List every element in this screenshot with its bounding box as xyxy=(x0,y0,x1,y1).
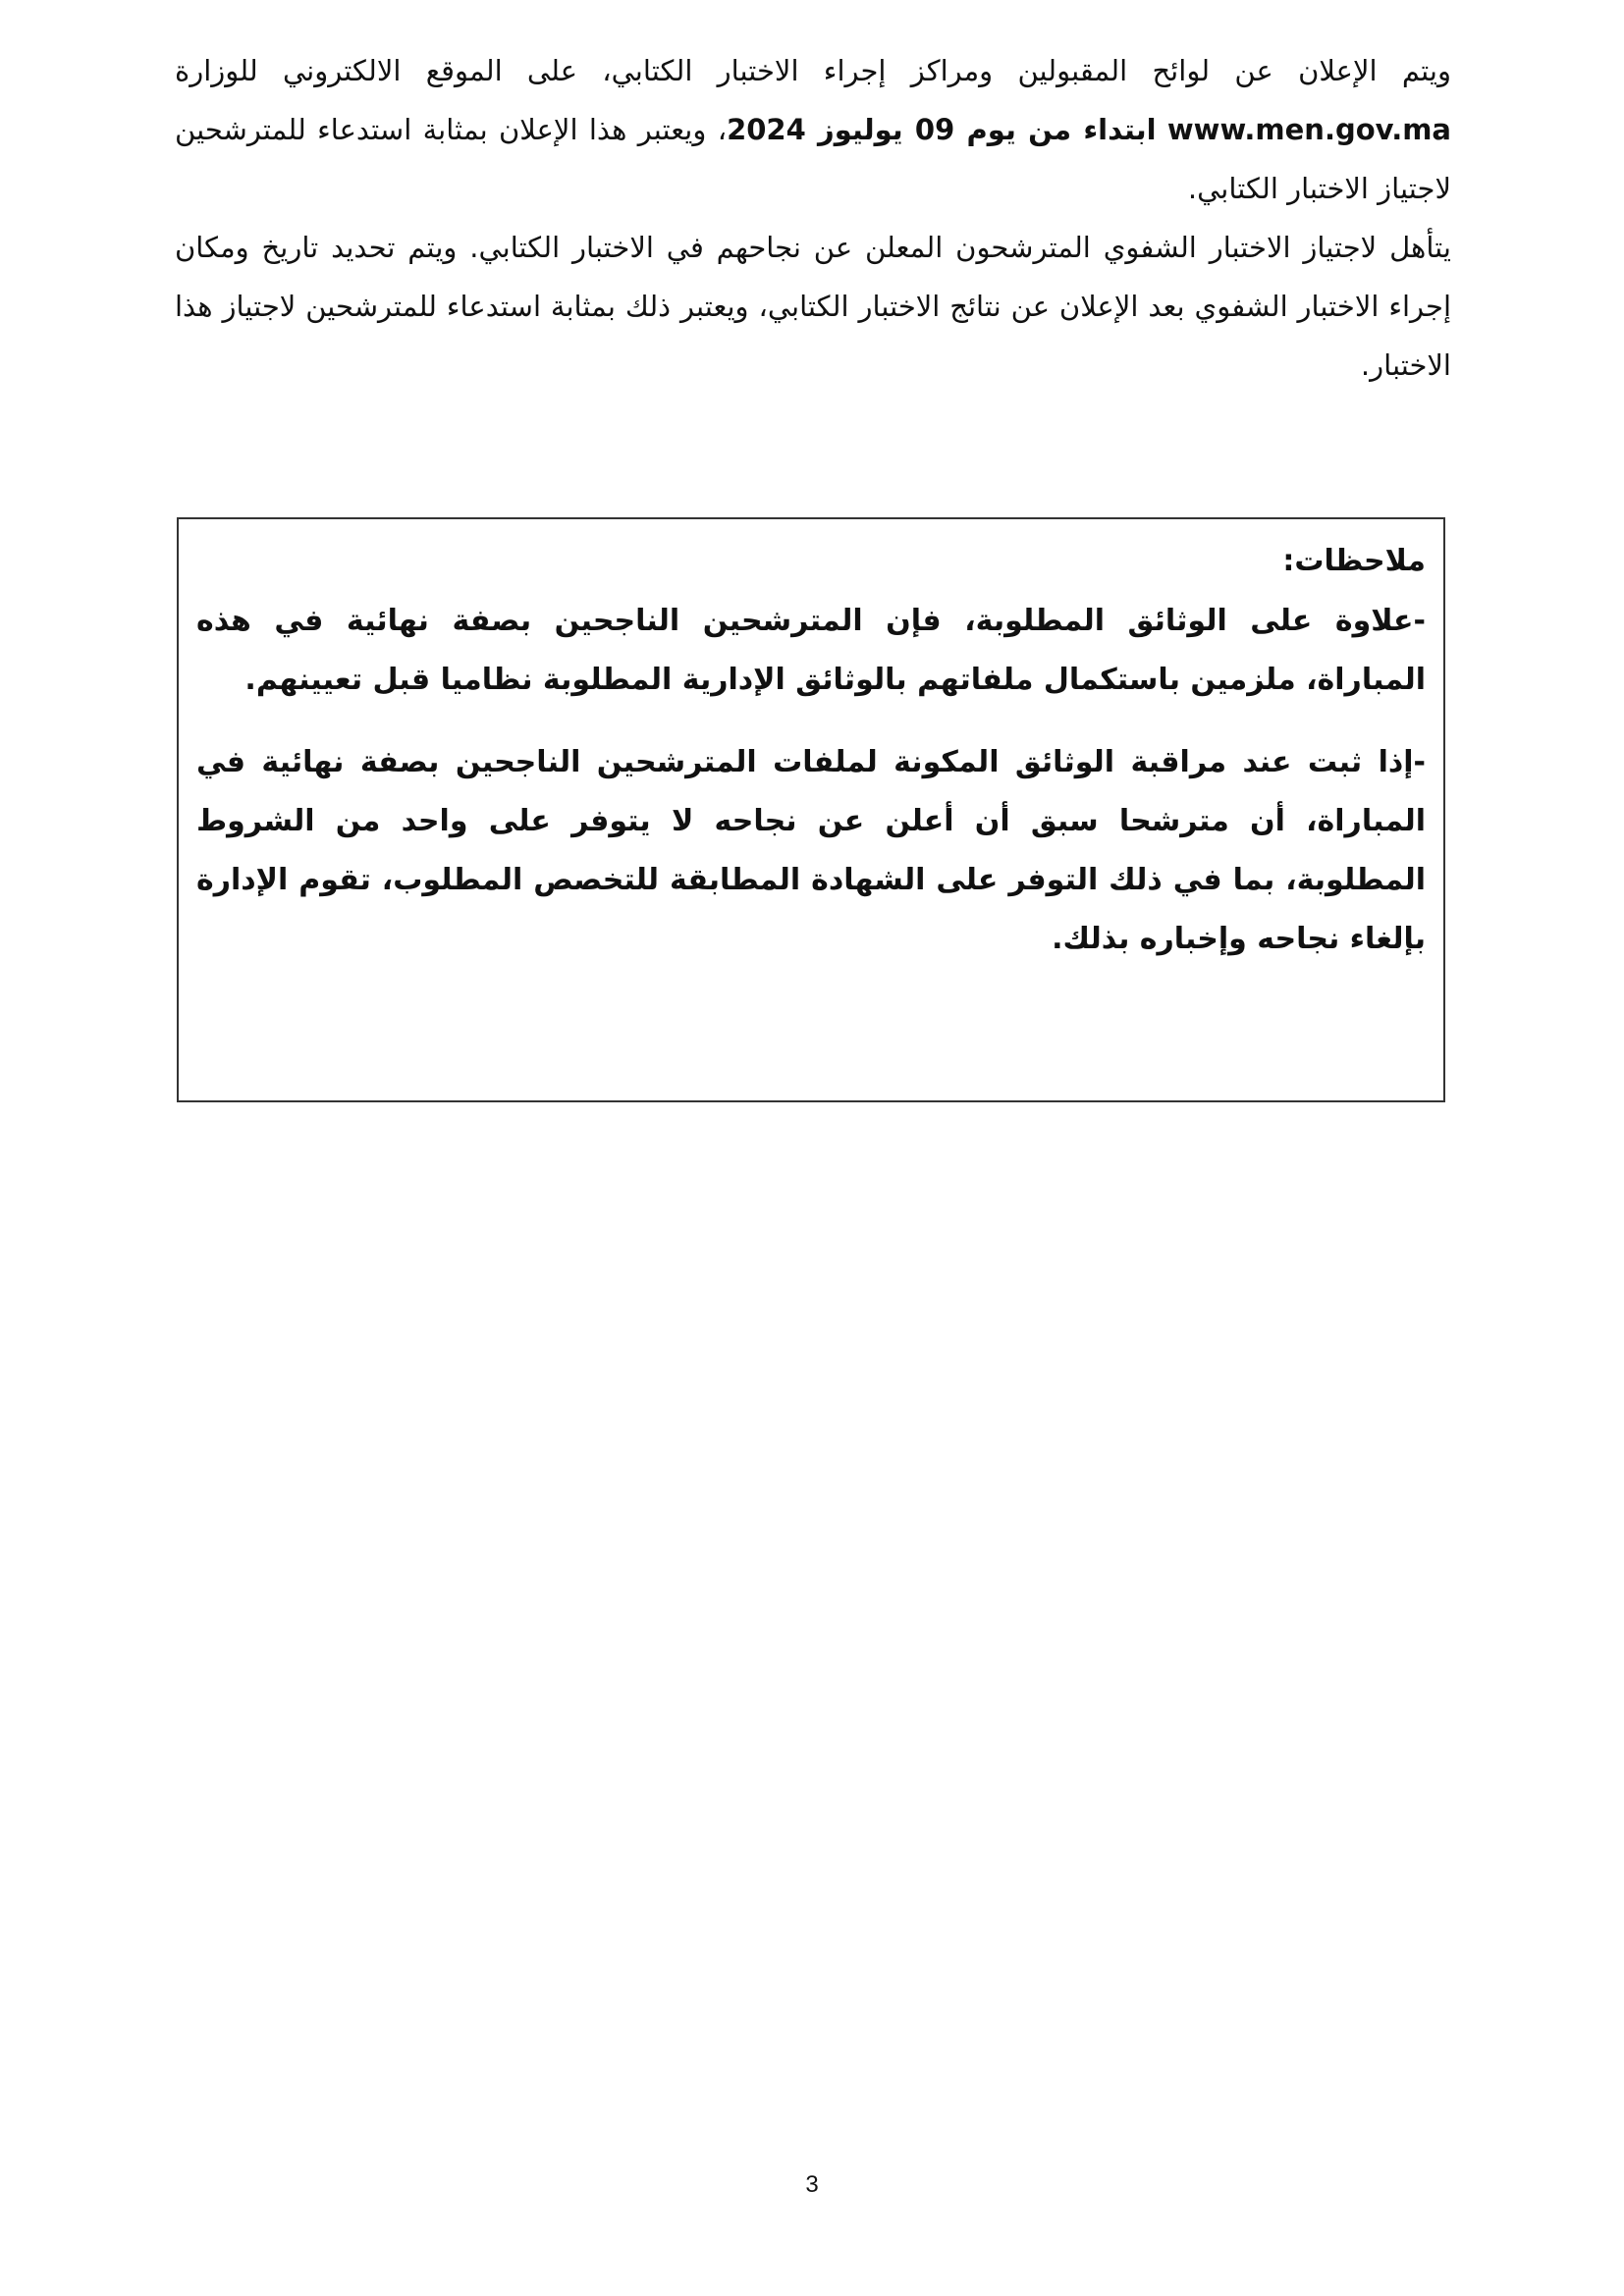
announcement-date: ابتداء من يوم 09 يوليوز 2024 xyxy=(727,113,1157,146)
announcement-text: ويتم الإعلان عن لوائح المقبولين ومراكز إجراء الاختبار الكتابي، على الموقع الالكتروني للوزارة xyxy=(175,54,1451,87)
notes-box xyxy=(177,517,1445,1102)
intro-paragraph-announcement xyxy=(175,41,1451,218)
page-number: 3 xyxy=(805,2171,819,2198)
note-item: -علاوة على الوثائق المطلوبة، فإن المترشحين الناجحين بصفة نهائية في هذه المباراة، ملزمين باستكمال ملفاتهم بالوثائق الإدارية المطلوبة نظاميا قبل تعيينهم. xyxy=(196,604,1426,697)
notes-title: ملاحظات: xyxy=(1282,544,1426,578)
ministry-website: www.men.gov.ma xyxy=(1166,113,1451,146)
announcement-convocation-text: ، ويعتبر هذا الإعلان بمثابة استدعاء للمترشحين لاجتياز الاختبار الكتابي. xyxy=(175,113,1451,205)
note-item: -إذا ثبت عند مراقبة الوثائق المكونة لملفات المترشحين الناجحين بصفة نهائية في المباراة، أن مترشحا سبق أن أعلن عن نجاحه لا يتوفر على واحد من الشروط المطلوبة، بما في ذلك التوفر على الشهادة المطابقة للتخصص المطلوب، تقوم الإدارة بإلغاء نجاحه وإخباره بذلك. xyxy=(196,745,1426,956)
intro-section xyxy=(175,41,1451,395)
intro-paragraph-oral-exam: يتأهل لاجتياز الاختبار الشفوي المترشحون المعلن عن نجاحهم في الاختبار الكتابي. ويتم تحديد تاريخ ومكان إجراء الاختبار الشفوي بعد الإعلان عن نتائج الاختبار الكتابي، ويعتبر ذلك بمثابة استدعاء للمترشحين لاجتياز هذا الاختبار. xyxy=(175,231,1451,382)
